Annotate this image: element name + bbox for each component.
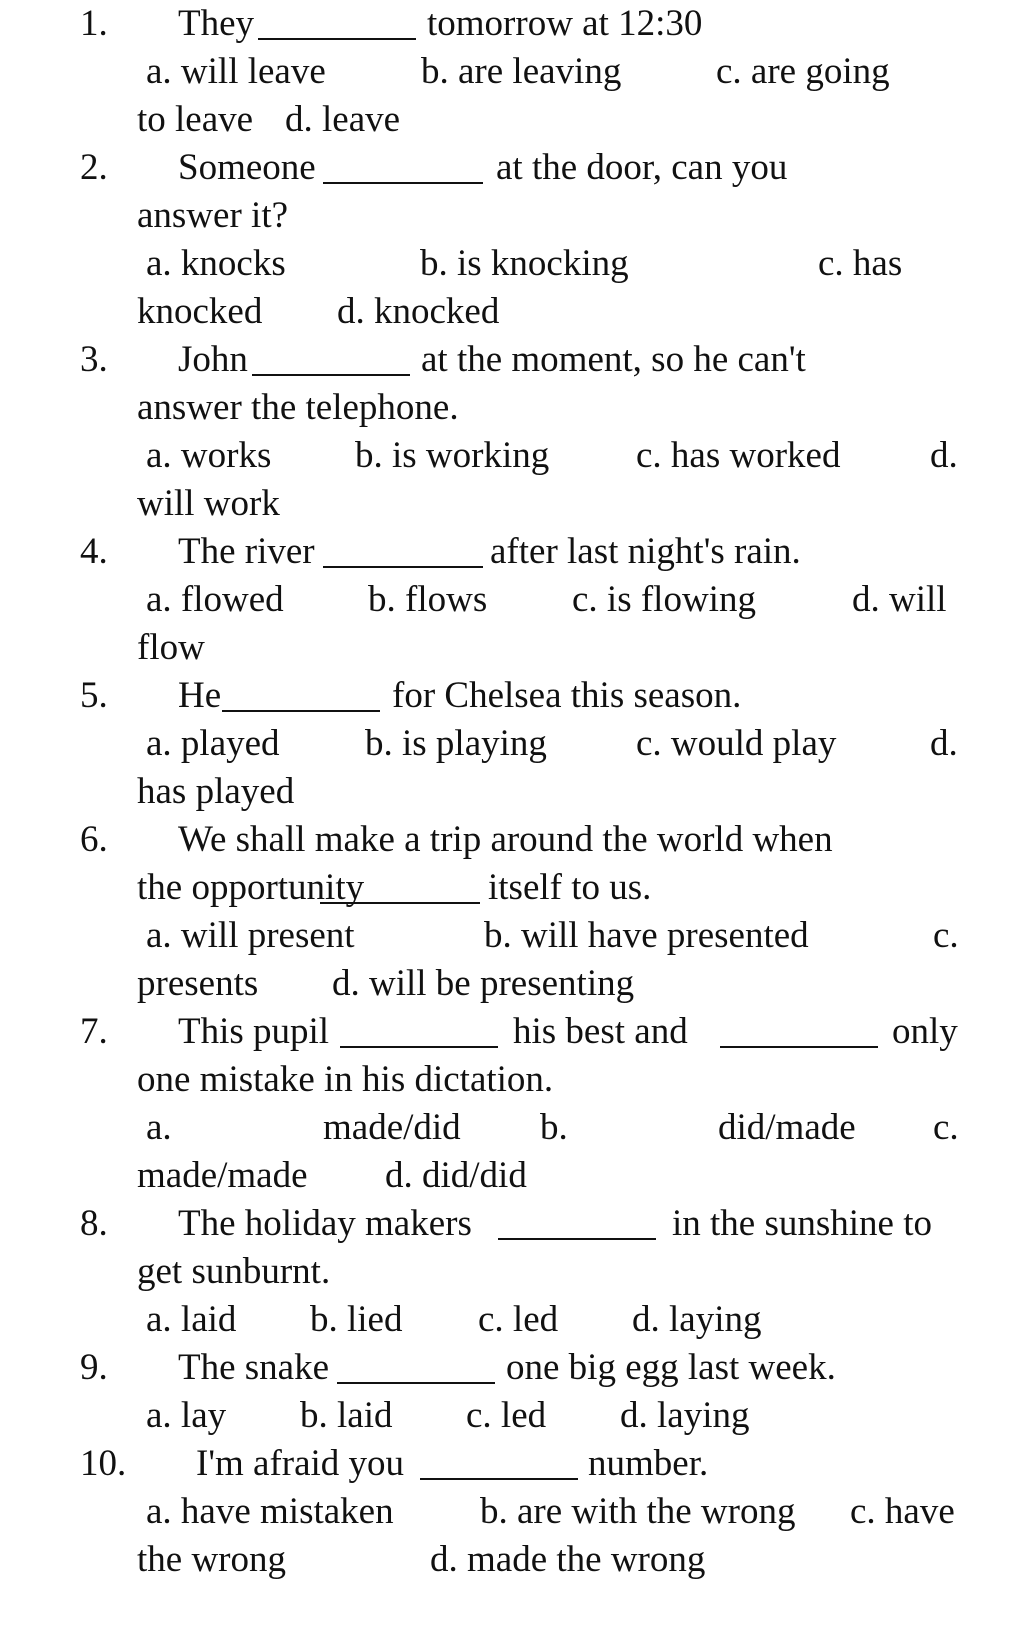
q9-number: 9.	[80, 1347, 108, 1388]
q1-option-d: d. leave	[285, 99, 401, 140]
q6-stem-after: itself to us.	[488, 867, 652, 908]
q10-option-d: d. made the wrong	[430, 1539, 706, 1580]
q1-option-c-part1: c. are going	[716, 51, 890, 92]
q3-stem-before: John	[178, 339, 248, 380]
q1-option-b: b. are leaving	[421, 51, 622, 92]
q2-stem-after-part1: at the door, can you	[496, 147, 788, 188]
q10-option-c-part2: the wrong	[137, 1539, 286, 1580]
answer-blank	[323, 566, 483, 568]
q2-stem-before: Someone	[178, 147, 316, 188]
q2-stem-after-part2: answer it?	[137, 195, 289, 236]
q10-option-a: a. have mistaken	[146, 1491, 394, 1532]
q8-option-b: b. lied	[310, 1299, 403, 1340]
q4-option-d-part1: d. will	[852, 579, 947, 620]
q9-option-b: b. laid	[300, 1395, 393, 1436]
q9-stem-after: one big egg last week.	[506, 1347, 836, 1388]
q7-option-d: d. did/did	[385, 1155, 527, 1196]
q3-stem-after-part2: answer the telephone.	[137, 387, 459, 428]
q8-number: 8.	[80, 1203, 108, 1244]
q3-option-a: a. works	[146, 435, 272, 476]
q5-option-c: c. would play	[636, 723, 837, 764]
q5-stem-after: for Chelsea this season.	[392, 675, 742, 716]
q7-option-b-text: did/made	[718, 1107, 856, 1148]
q7-option-c-part1: c.	[933, 1107, 959, 1148]
q1-stem-before: They	[178, 3, 255, 44]
q2-option-c-part2: knocked	[137, 291, 263, 332]
q7-stem-after-part1: only	[892, 1011, 958, 1052]
answer-blank	[320, 902, 480, 904]
q10-number: 10.	[80, 1443, 127, 1484]
q6-stem-before-part2: the opportunity	[137, 867, 365, 908]
q7-stem-after-part2: one mistake in his dictation.	[137, 1059, 554, 1100]
q4-option-d-part2: flow	[137, 627, 205, 668]
q1-option-a: a. will leave	[146, 51, 326, 92]
q8-option-a: a. laid	[146, 1299, 237, 1340]
q9-stem-before: The snake	[178, 1347, 330, 1388]
q9-option-c: c. led	[466, 1395, 547, 1436]
q2-option-c-part1: c. has	[818, 243, 903, 284]
q5-number: 5.	[80, 675, 108, 716]
q10-option-b: b. are with the wrong	[480, 1491, 796, 1532]
q8-stem-after-part1: in the sunshine to	[672, 1203, 933, 1244]
q5-option-a: a. played	[146, 723, 280, 764]
q8-stem-after-part2: get sunburnt.	[137, 1251, 331, 1292]
q10-option-c-part1: c. have	[850, 1491, 955, 1532]
q7-option-a-text: made/did	[323, 1107, 461, 1148]
q3-option-d-part2: will work	[137, 483, 280, 524]
q1-number: 1.	[80, 3, 108, 44]
q6-option-c-part2: presents	[137, 963, 259, 1004]
q4-option-b: b. flows	[368, 579, 488, 620]
q9-option-a: a. lay	[146, 1395, 227, 1436]
answer-blank	[720, 1046, 878, 1048]
q6-option-c-part1: c.	[933, 915, 959, 956]
q3-stem-after-part1: at the moment, so he can't	[421, 339, 806, 380]
q6-option-d: d. will be presenting	[332, 963, 635, 1004]
q5-option-d-part2: has played	[137, 771, 295, 812]
q7-option-b-letter: b.	[540, 1107, 568, 1148]
q1-option-c-part2: to leave	[137, 99, 254, 140]
answer-blank	[340, 1046, 498, 1048]
answer-blank	[222, 710, 380, 712]
q8-stem-before: The holiday makers	[178, 1203, 472, 1244]
answer-blank	[420, 1478, 578, 1480]
q7-stem-before: This pupil	[178, 1011, 330, 1052]
q3-number: 3.	[80, 339, 108, 380]
q8-option-d: d. laying	[632, 1299, 762, 1340]
q5-option-d-part1: d.	[930, 723, 958, 764]
q4-option-c: c. is flowing	[572, 579, 756, 620]
q3-option-c: c. has worked	[636, 435, 841, 476]
q7-number: 7.	[80, 1011, 108, 1052]
q3-option-d-part1: d.	[930, 435, 958, 476]
q10-stem-after: number.	[588, 1443, 709, 1484]
q2-option-d: d. knocked	[337, 291, 500, 332]
q4-option-a: a. flowed	[146, 579, 284, 620]
q2-option-a: a. knocks	[146, 243, 286, 284]
q4-number: 4.	[80, 531, 108, 572]
q8-option-c: c. led	[478, 1299, 559, 1340]
q5-stem-before: He	[178, 675, 222, 716]
q5-option-b: b. is playing	[365, 723, 547, 764]
q7-option-a-letter: a.	[146, 1107, 172, 1148]
q10-stem-before: I'm afraid you	[196, 1443, 405, 1484]
answer-blank	[498, 1238, 656, 1240]
q2-number: 2.	[80, 147, 108, 188]
q6-stem-before-part1: We shall make a trip around the world when	[178, 819, 833, 860]
q6-number: 6.	[80, 819, 108, 860]
q3-option-b: b. is working	[355, 435, 550, 476]
answer-blank	[252, 374, 410, 376]
q7-stem-middle: his best and	[513, 1011, 688, 1052]
q4-stem-after: after last night's rain.	[490, 531, 801, 572]
q4-stem-before: The river	[178, 531, 315, 572]
q6-option-a: a. will present	[146, 915, 355, 956]
q2-option-b: b. is knocking	[420, 243, 629, 284]
answer-blank	[258, 38, 416, 40]
q6-option-b: b. will have presented	[484, 915, 809, 956]
q1-stem-after: tomorrow at 12:30	[427, 3, 703, 44]
answer-blank	[337, 1382, 495, 1384]
answer-blank	[323, 182, 483, 184]
q9-option-d: d. laying	[620, 1395, 750, 1436]
q7-option-c-part2: made/made	[137, 1155, 308, 1196]
